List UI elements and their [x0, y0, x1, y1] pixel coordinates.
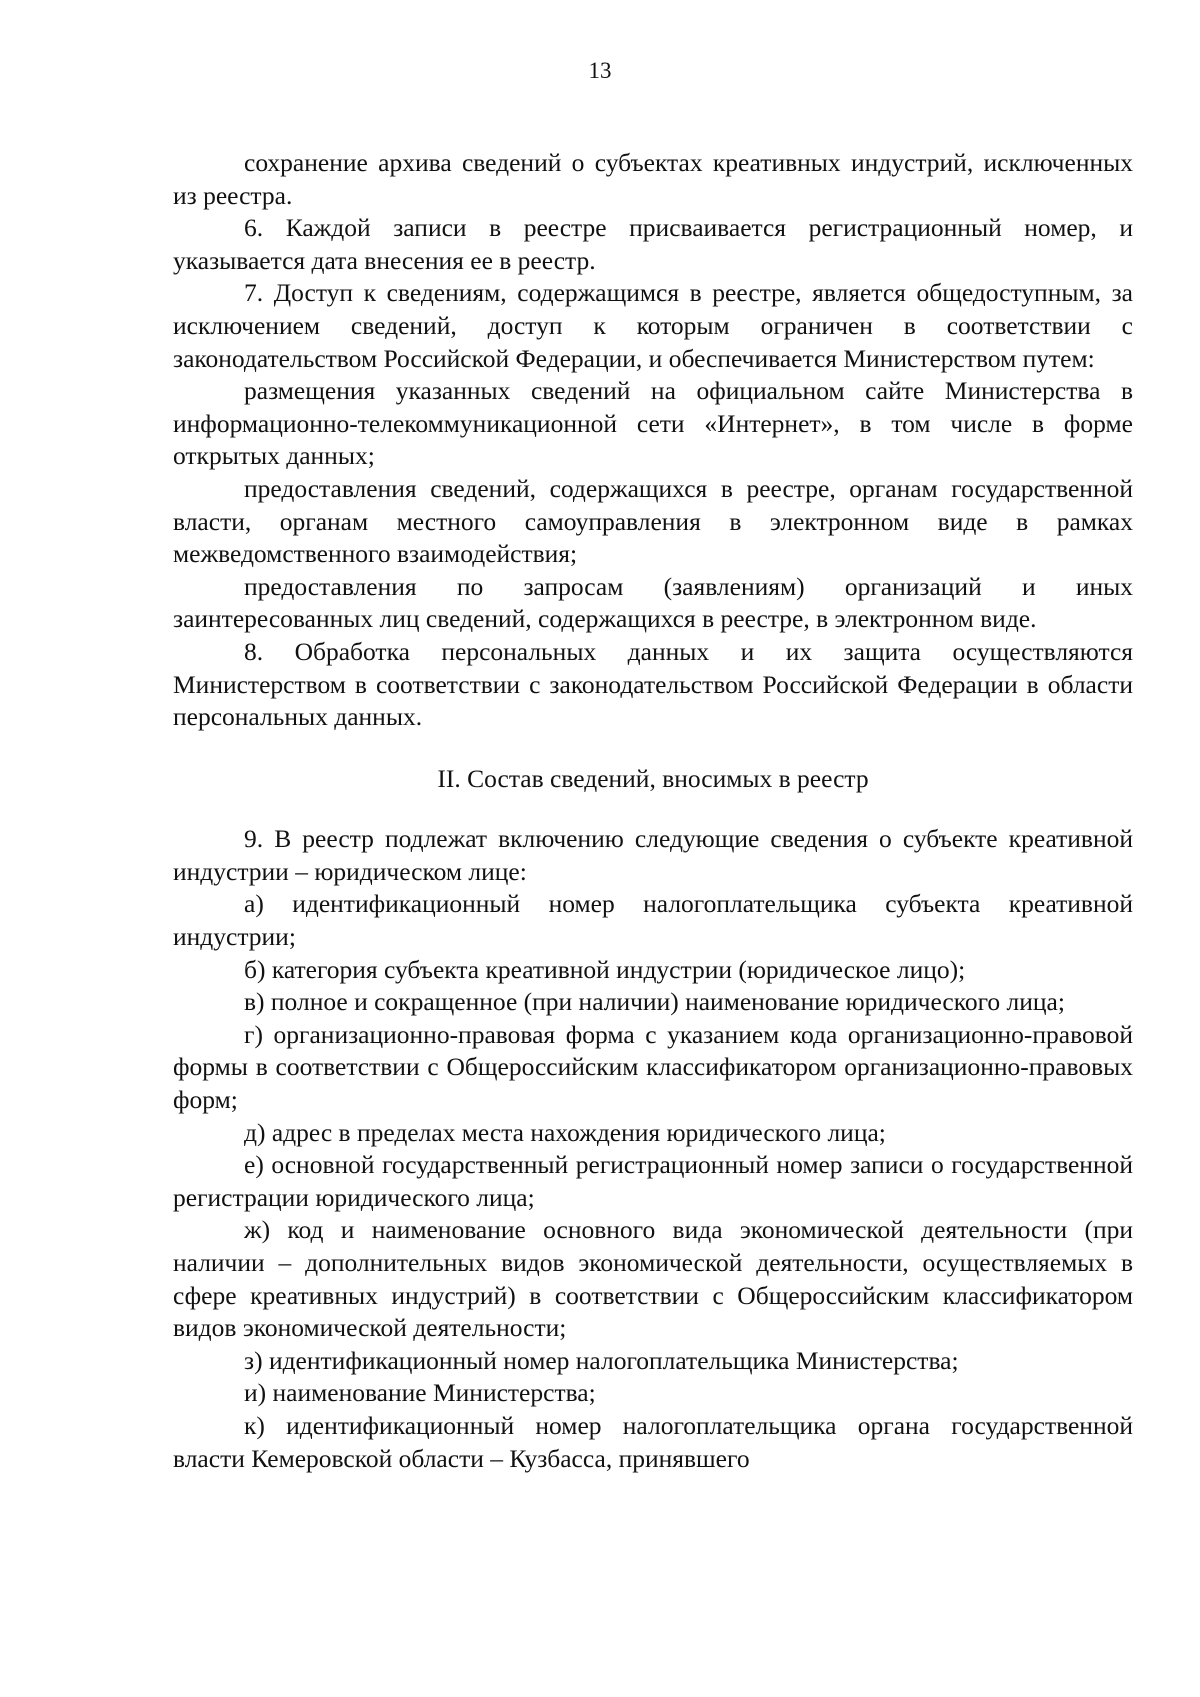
paragraph-p-9-i: и) наименование Министерства; — [244, 1378, 596, 1408]
paragraphs-before-section — [173, 147, 1133, 734]
page-number: 13 — [588, 58, 612, 83]
paragraph-p-8: 8. Обработка персональных данных и их защита осуществляются Министерством в соответствии с законодательством Российской Федерации в области персональных данных. — [173, 636, 1133, 732]
paragraph-p-9-k: к) идентификационный номер налогоплательщика органа государственной власти Кемеровской области – Кузбасса, принявшего — [173, 1410, 1133, 1473]
paragraph-p-archive: сохранение архива сведений о субъектах креативных индустрий, исключенных из реестра. — [173, 148, 1133, 210]
paragraph-p-7-2: предоставления сведений, содержащихся в реестре, органам государственной власти, органам местного самоуправления в электронном виде в рамках межведомственного взаимодействия; — [173, 473, 1133, 569]
paragraphs-after-section — [173, 823, 1133, 1475]
paragraph-p-9-v: в) полное и сокращенное (при наличии) наименование юридического лица; — [244, 987, 1065, 1017]
paragraph-p-7: 7. Доступ к сведениям, содержащимся в реестре, является общедоступным, за исключением сведений, доступ к которым ограничен в соответствии с законодательством Российской Федерации, и обеспечивается Министерством путем: — [173, 278, 1133, 373]
paragraph-p-9-d: д) адрес в пределах места нахождения юридического лица; — [244, 1117, 886, 1147]
section-title: II. Состав сведений, вносимых в реестр — [437, 763, 869, 793]
paragraph-p-9-a: а) идентификационный номер налогоплательщика субъекта креативной индустрии; — [173, 889, 1133, 952]
paragraph-p-9-b: б) категория субъекта креативной индустрии (юридическое лицо); — [244, 954, 966, 984]
paragraph-p-7-3: предоставления по запросам (заявлениям) организаций и иных заинтересованных лиц сведений, содержащихся в реестре, в электронном виде. — [173, 571, 1133, 634]
paragraph-p-9-g: г) организационно-правовая форма с указанием кода организационно-правовой формы в соответствии с Общероссийским классификатором организационно-правовых форм; — [173, 1019, 1133, 1115]
document-body — [173, 147, 1133, 1475]
paragraph-p-9: 9. В реестр подлежат включению следующие сведения о субъекте креативной индустрии – юридическом лице: — [173, 824, 1133, 886]
paragraph-p-9-z: з) идентификационный номер налогоплательщика Министерства; — [244, 1345, 959, 1375]
paragraph-p-7-1: размещения указанных сведений на официальном сайте Министерства в информационно-телекоммуникационной сети «Интернет», в том числе в форме открытых данных; — [173, 376, 1133, 471]
paragraph-p-6: 6. Каждой записи в реестре присваивается регистрационный номер, и указывается дата внесения ее в реестр. — [173, 213, 1133, 275]
paragraph-p-9-e: е) основной государственный регистрационный номер записи о государственной регистрации юридического лица; — [173, 1150, 1133, 1212]
paragraph-p-9-zh: ж) код и наименование основного вида экономической деятельности (при наличии – дополнительных видов экономической деятельности, осуществляемых в сфере креативных индустрий) в соответствии с Общероссийским классификатором видов экономической деятельности; — [173, 1215, 1133, 1343]
